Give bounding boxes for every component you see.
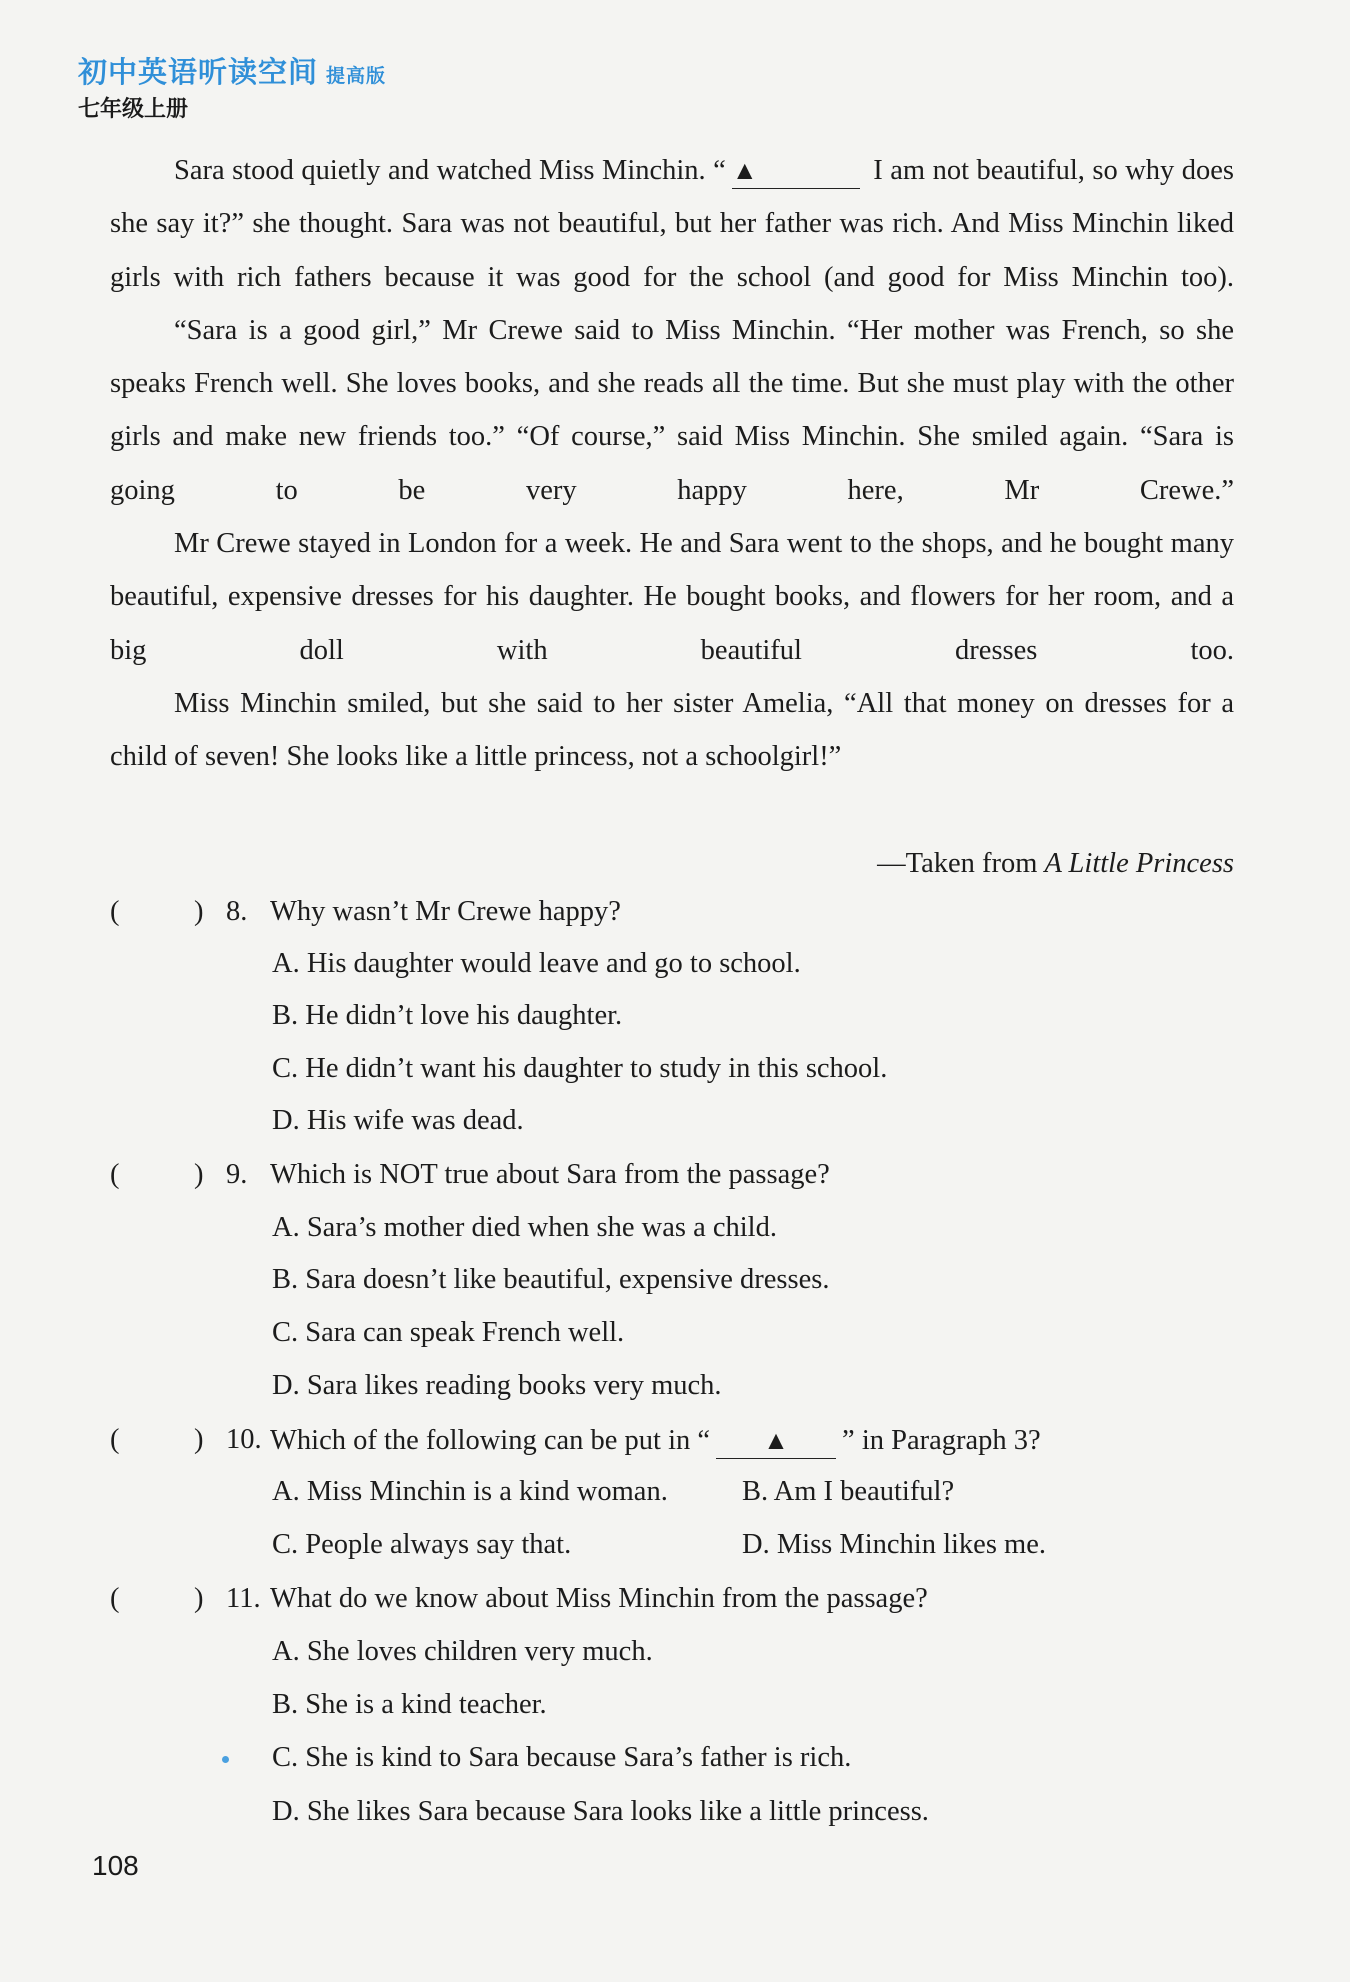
passage-source [877, 848, 1234, 880]
paragraph-3: Mr Crewe stayed in London for a week. He and Sara went to the shops, and he bought many beautiful, expensive dresses for his daughter. He bought books, and flowers for her room, and a big doll with beautiful dresses too. [110, 528, 1234, 666]
answer-bracket-close: ) [194, 1583, 204, 1614]
question-number: 9. [226, 1159, 248, 1190]
q9-option-d: D. Sara likes reading books very much. [272, 1370, 722, 1401]
q9-option-b: B. Sara doesn’t like beautiful, expensive dresses. [272, 1264, 830, 1295]
question-number: 10. [226, 1424, 262, 1455]
q11-option-c: C. She is kind to Sara because Sara’s father is rich. [272, 1742, 852, 1773]
question-stem: Which is NOT true about Sara from the passage? [270, 1159, 830, 1190]
book-edition: 提高版 [326, 65, 387, 87]
paragraph-2: “Sara is a good girl,” Mr Crewe said to Miss Minchin. “Her mother was French, so she speaks French well. She loves books, and she reads all the time. But she must play with the other girls and make new friends too.” “Of course,” said Miss Minchin. She smiled again. “Sara is going to be very happy here, Mr Crewe.” [110, 314, 1234, 506]
answer-bracket-close: ) [194, 1424, 204, 1455]
answer-bracket-open: ( [110, 896, 120, 927]
question-stem: What do we know about Miss Minchin from the passage? [270, 1583, 928, 1614]
answer-bracket-open: ( [110, 1159, 120, 1190]
paragraph-1 [110, 144, 1234, 304]
answer-bracket-open: ( [110, 1424, 120, 1455]
blank-marker [732, 154, 860, 189]
paragraph-1-rest: I am not beautiful, so why does she say it?” she thought. Sara was not beautiful, but her father was rich. And Miss Minchin liked girls with rich fathers because it was good for the school (and good for Miss Minchin too). [110, 155, 1235, 293]
q9-option-c: C. Sara can speak French well. [272, 1317, 625, 1348]
source-title: A Little Princess [1044, 848, 1234, 879]
q8-option-b: B. He didn’t love his daughter. [272, 1000, 623, 1031]
question-number: 8. [226, 896, 248, 927]
question-number: 11. [226, 1583, 261, 1614]
question-9 [110, 1159, 1260, 1199]
blank-marker [716, 1424, 836, 1459]
q11-option-d: D. She likes Sara because Sara looks like a little princess. [272, 1796, 929, 1827]
paragraph-1-start: Sara stood quietly and watched Miss Minchin. “ [174, 155, 726, 186]
book-title-text: 初中英语听读空间 [78, 55, 319, 89]
paragraph-4: Miss Minchin smiled, but she said to her sister Amelia, “All that money on dresses for a child of seven! She looks like a little princess, not a schoolgirl!” [110, 687, 1234, 773]
q10-option-d: D. Miss Minchin likes me. [742, 1529, 1046, 1560]
question-8 [110, 896, 1260, 936]
question-10 [110, 1424, 1260, 1464]
book-grade: 七年级上册 [78, 97, 189, 122]
question-stem-start: Which of the following can be put in “ [270, 1425, 711, 1456]
q8-option-d: D. His wife was dead. [272, 1105, 524, 1136]
ink-dot-mark [222, 1756, 229, 1763]
q9-option-a: A. Sara’s mother died when she was a child. [272, 1212, 777, 1243]
answer-bracket-close: ) [194, 896, 204, 927]
q8-option-a: A. His daughter would leave and go to school. [272, 948, 801, 979]
question-stem-end: ” in Paragraph 3? [842, 1425, 1041, 1456]
question-stem [270, 1424, 1041, 1459]
source-prefix: —Taken from [877, 848, 1045, 879]
question-11 [110, 1583, 1260, 1623]
q10-option-a: A. Miss Minchin is a kind woman. [272, 1476, 668, 1507]
reading-passage [110, 144, 1234, 784]
q11-option-a: A. She loves children very much. [272, 1636, 653, 1667]
page-number: 108 [92, 1850, 139, 1881]
answer-bracket-open: ( [110, 1583, 120, 1614]
blank-triangle-icon: ▲ [763, 1426, 789, 1455]
question-stem: Why wasn’t Mr Crewe happy? [270, 896, 621, 927]
q10-option-c: C. People always say that. [272, 1529, 572, 1560]
q8-option-c: C. He didn’t want his daughter to study in this school. [272, 1053, 888, 1084]
q10-option-b: B. Am I beautiful? [742, 1476, 955, 1507]
q11-option-b: B. She is a kind teacher. [272, 1689, 547, 1720]
book-title [78, 50, 386, 91]
answer-bracket-close: ) [194, 1159, 204, 1190]
blank-triangle-icon: ▲ [731, 156, 758, 185]
